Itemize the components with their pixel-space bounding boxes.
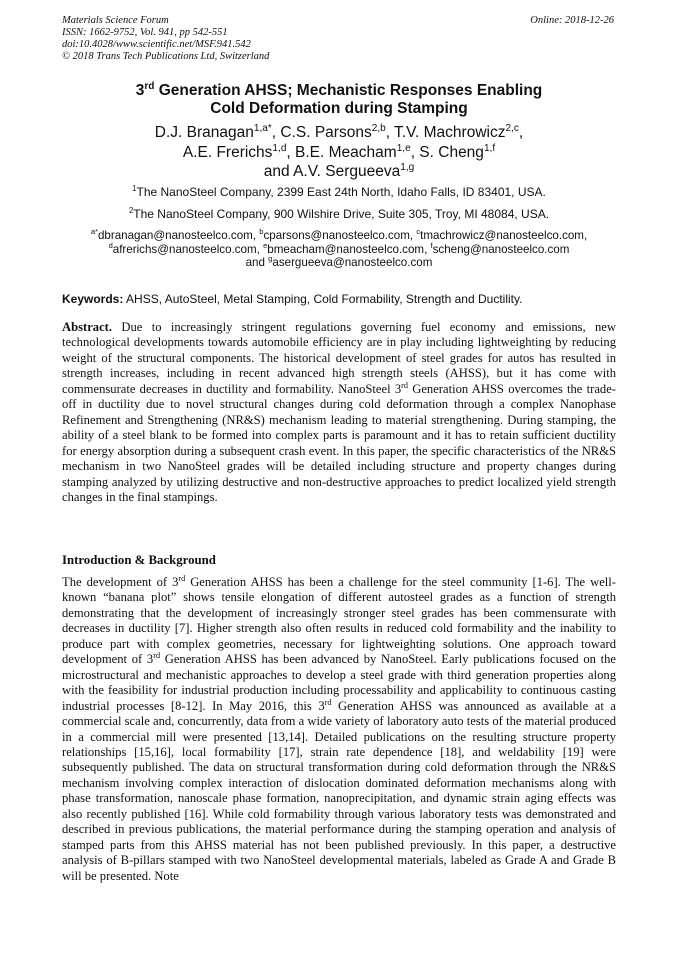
author-line <box>40 143 638 163</box>
text-run: , C.S. Parsons <box>271 124 372 141</box>
text-run: afrerichs@nanosteelco.com, <box>112 242 264 256</box>
superscript: 1,f <box>483 142 496 154</box>
text-run: Abstract. <box>62 320 113 334</box>
email-line <box>40 229 638 243</box>
text-run: 3 <box>135 82 145 99</box>
superscript: 2,c <box>505 122 519 134</box>
text-run: Generation AHSS has been a challenge for the steel community [1-6]. The well-known “banana plot” shows tensile elongation of different autosteel grades as a function of strength demonstrating that the development of increasingly stronger steel grades has been commensurate with decreases in ductility [7]. Higher strength also often results in reduced cold formability and the inability to produce part with complex geometries, necessary for lightweighting solutions. One approach toward development of 3 <box>62 575 616 667</box>
text-run: Cold Deformation during Stamping <box>210 100 468 117</box>
text-run: Generation AHSS has been advanced by NanoSteel. Early publications focused on the microstructural and mechanistic approaches to develop a steel grade with third generation properties along with the feasibility for industrial production including processability and applicability to continuous casting industrial processes [8-12]. In May 2016, this 3 <box>62 652 617 713</box>
keywords-text: AHSS, AutoSteel, Metal Stamping, Cold Formability, Strength and Ductility. <box>123 292 523 306</box>
superscript: 1,d <box>272 142 287 154</box>
affiliation-1 <box>40 185 638 199</box>
authors <box>40 123 638 182</box>
superscript: 2 <box>128 206 134 215</box>
journal-name: Materials Science Forum <box>62 15 169 26</box>
text-run: The development of 3 <box>62 575 179 589</box>
superscript: 2,b <box>371 122 386 134</box>
text-run: D.J. Branagan <box>154 124 254 141</box>
text-run: , T.V. Machrowicz <box>385 124 506 141</box>
text-run: , <box>518 124 524 141</box>
superscript: rd <box>153 651 161 661</box>
superscript: rd <box>401 380 408 390</box>
text-run: Generation AHSS was announced as available at a commercial scale and, concurrently, data from a wide variety of laboratory auto tests of the material produced in a commercial mill were presented [13,14]. Detailed publications on the resulting structure property relationships [15,16], local formability [17], strain rate dependence [18], and weldability [19] were subsequently published. The data on structural transformation during cold deformation through the NR&S mechanism involving complex interaction of dislocation dominated deformation mechanisms along with phase transformation, nanoscale phase formation, nanoprecipitation, and dynamic strain aging effects was also recently published [16]. While cold formability through various laboratory tests was demonstrated and described in previous publications, the material performance during the stamping operation and analysis of stamped parts from this AHSS material has not been published previously. In this paper, a destructive analysis of B-pillars stamped with two NanoSteel developmental materials, labeled as Grade A and Grade B will be presented. Note <box>62 698 616 883</box>
keywords-label: Keywords: <box>62 292 124 306</box>
text-run: Generation AHSS overcomes the trade-off in ductility due to novel structural changes during cold deformation through a complex Nanophase Refinement and Strengthening (NR&S) mechanism leading to material strengthening. During stamping, the ability of a steel blank to be formed into complex parts is paramount and it has to retain sufficient ductility for energy absorption during a subsequent crash event. In this paper, the specific characteristics of the NR&S mechanism in two NanoSteel grades will be detailed including structure and property changes during stamping analyzed by utilizing destructive and non-destructive approaches to predict localized yield strength changes in the final stampings. <box>62 381 616 504</box>
publication-info <box>62 15 269 63</box>
superscript: b <box>259 227 264 237</box>
superscript: rd <box>324 697 332 707</box>
superscript: 1,g <box>400 161 415 173</box>
text-run: bmeacham@nanosteelco.com, <box>267 242 431 256</box>
keywords <box>62 292 522 306</box>
text-run: The NanoSteel Company, 900 Wilshire Drive, Suite 305, Troy, MI 48084, USA. <box>133 207 550 221</box>
paper-title <box>40 82 638 118</box>
superscript: c <box>416 227 421 237</box>
section-heading: Introduction & Background <box>62 553 216 567</box>
superscript: f <box>430 240 433 250</box>
text-run: dbranagan@nanosteelco.com, <box>97 229 260 242</box>
text-run: cparsons@nanosteelco.com, <box>263 229 417 242</box>
doi: doi:10.4028/www.scientific.net/MSF.941.542 <box>62 39 251 50</box>
superscript: rd <box>144 80 155 92</box>
author-emails <box>40 229 638 270</box>
text-run: , B.E. Meacham <box>286 143 397 161</box>
issn: ISSN: 1662-9752, Vol. 941, pp 542-551 <box>62 27 228 38</box>
text-run: and A.V. Sergueeva <box>263 163 401 180</box>
email-line <box>40 240 638 257</box>
superscript: 1,a* <box>253 122 272 134</box>
text-run: and <box>245 256 269 269</box>
text-run: A.E. Frerichs <box>182 143 273 161</box>
abstract <box>62 320 616 505</box>
title-line <box>40 100 638 118</box>
text-run: The NanoSteel Company, 2399 East 24th North, Idaho Falls, ID 83401, USA. <box>136 185 546 199</box>
text-run: scheng@nanosteelco.com <box>432 242 570 256</box>
text-run: asergueeva@nanosteelco.com <box>272 256 433 269</box>
text-run: Generation AHSS; Mechanistic Responses Enabling <box>154 82 543 99</box>
introduction-body <box>62 575 616 884</box>
author-line <box>40 162 638 182</box>
email-line <box>40 256 638 270</box>
superscript: rd <box>178 573 186 583</box>
text-run: Due to increasingly stringent regulations governing fuel economy and emissions, new technological developments towards automobile efficiency are in play including lightweighting by reducing weight of the structural components. The historical development of steel grades for autos has resulted in strength increases, including in recent advanced high strength steels (AHSS), but it has come with commensurate decreases in ductility and formability. NanoSteel 3 <box>62 320 616 396</box>
superscript: d <box>108 240 113 250</box>
superscript: a* <box>90 227 98 237</box>
title-line <box>40 82 638 100</box>
author-line <box>40 123 638 143</box>
superscript: 1,e <box>396 142 411 154</box>
copyright: © 2018 Trans Tech Publications Ltd, Switzerland <box>62 51 270 62</box>
text-run: tmachrowicz@nanosteelco.com, <box>420 229 588 242</box>
text-run: , S. Cheng <box>410 143 484 161</box>
affiliation-2 <box>40 207 638 221</box>
superscript: g <box>268 254 273 264</box>
online-date: Online: 2018-12-26 <box>530 15 614 26</box>
superscript: 1 <box>132 184 137 193</box>
superscript: e <box>263 240 268 250</box>
